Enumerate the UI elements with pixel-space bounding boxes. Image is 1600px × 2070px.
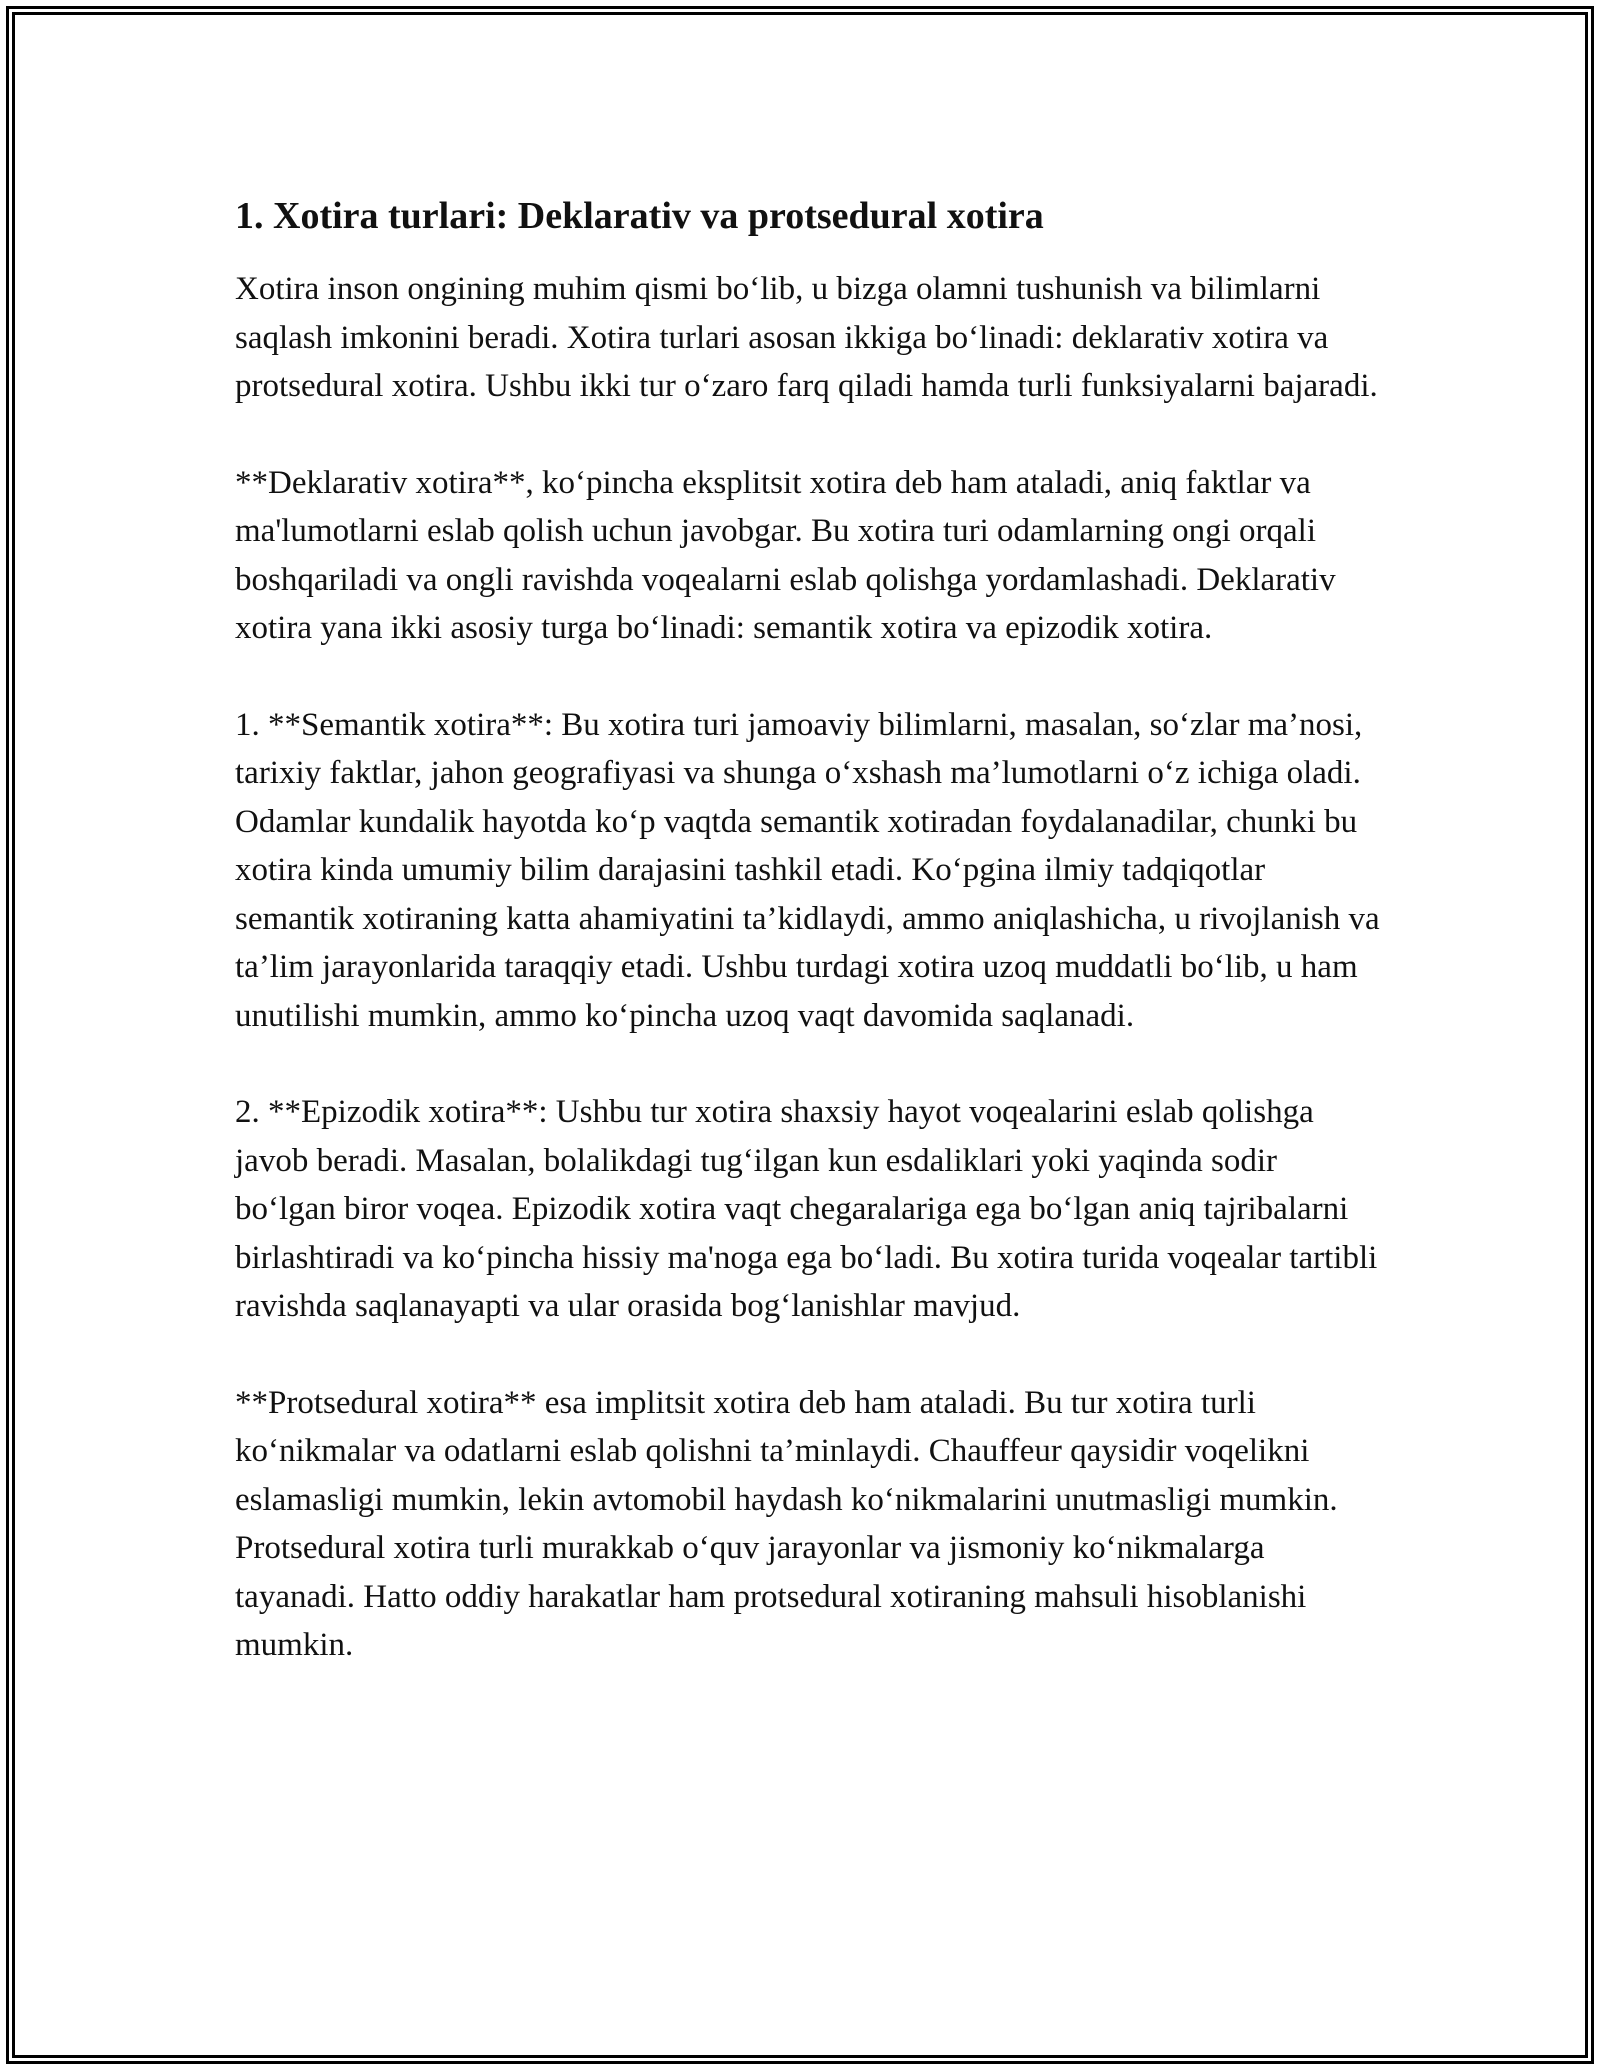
paragraph-episodic-memory: 2. **Epizodik xotira**: Ushbu tur xotira shaxsiy hayot voqealarini eslab qolishga javob beradi. Masalan, bolalikdagi tug‘ilgan kun esdaliklari yoki yaqinda sodir bo‘lgan biror voqea. Epizodik xotira vaqt chegaralariga ega bo‘lgan aniq tajribalarni birlashtiradi va ko‘pincha hissiy ma'noga ega bo‘ladi. Bu xotira turida voqealar tartibli ravishda saqlanayapti va ular orasida bog‘lanishlar mavjud.: [235, 1094, 1378, 1325]
paragraph-declarative-memory: **Deklarativ xotira**, ko‘pincha eksplitsit xotira deb ham ataladi, aniq faktlar va ma'lumotlarni eslab qolish uchun javobgar. Bu xotira turi odamlarning ongi orqali boshqariladi va ongli ravishda voqealarni eslab qolishga yordamlashadi. Deklarativ xotira yana ikki asosiy turga bo‘linadi: semantik xotira va epizodik xotira.: [235, 464, 1336, 647]
paragraph-intro: Xotira inson ongining muhim qismi bo‘lib, u bizga olamni tushunish va bilimlarni saqlash imkonini beradi. Xotira turlari asosan ikkiga bo‘linadi: deklarativ xotira va protsedural xotira. Ushbu ikki tur o‘zaro farq qiladi hamda turli funksiyalarni bajaradi.: [235, 271, 1378, 405]
paragraph-semantic-memory: 1. **Semantik xotira**: Bu xotira turi jamoaviy bilimlarni, masalan, so‘zlar ma’nosi, tarixiy faktlar, jahon geografiyasi va shunga o‘xshash ma’lumotlarni o‘z ichiga oladi. Odamlar kundalik hayotda ko‘p vaqtda semantik xotiradan foydalanadilar, chunki bu xotira kinda umumiy bilim darajasini tashkil etadi. Ko‘pgina ilmiy tadqiqotlar semantik xotiraning katta ahamiyatini ta’kidlaydi, ammo aniqlashicha, u rivojlanish va ta’lim jarayonlarida taraqqiy etadi. Ushbu turdagi xotira uzoq muddatli bo‘lib, u ham unutilishi mumkin, ammo ko‘pincha uzoq vaqt davomida saqlanadi.: [235, 706, 1380, 1034]
paragraph-procedural-memory: **Protsedural xotira** esa implitsit xotira deb ham ataladi. Bu tur xotira turli ko‘nikmalar va odatlarni eslab qolishni ta’minlaydi. Chauffeur qaysidir voqelikni eslamasligi mumkin, lekin avtomobil haydash ko‘nikmalarini unutmasligi mumkin. Protsedural xotira turli murakkab o‘quv jarayonlar va jismoniy ko‘nikmalarga tayanadi. Hatto oddiy harakatlar ham protsedural xotiraning mahsuli hisoblanishi mumkin.: [235, 1384, 1338, 1664]
document-title: 1. Xotira turlari: Deklarativ va protsedural xotira: [235, 195, 1044, 237]
document-body: [235, 180, 1385, 1718]
